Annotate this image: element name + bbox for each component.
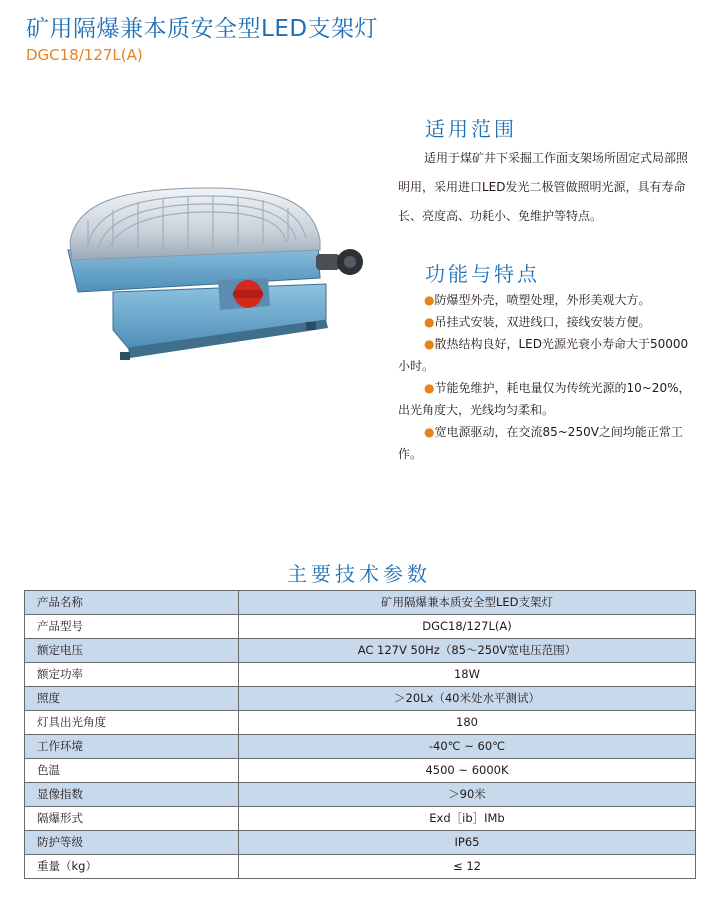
feature-item: ●散热结构良好，LED光源光衰小寿命大于50000小时。 [398,337,689,373]
param-value: -40℃ ~ 60℃ [239,735,696,759]
table-row [25,711,696,735]
param-value: ≤ 12 [239,855,696,879]
param-value: 矿用隔爆兼本质安全型LED支架灯 [239,591,696,615]
product-model: DGC18/127L(A) [26,46,143,64]
product-title: 矿用隔爆兼本质安全型LED支架灯 [26,16,379,42]
feature-item: ●吊挂式安装，双进线口，接线安装方便。 [424,315,651,329]
feature-item: ●防爆型外壳，喷塑处理，外形美观大方。 [424,293,651,307]
bullet-icon: ● [424,425,435,439]
param-value: IP65 [239,831,696,855]
table-row [25,687,696,711]
param-label: 隔爆形式 [25,807,239,831]
param-label: 额定电压 [25,639,239,663]
bullet-icon: ● [424,315,435,329]
table-row [25,807,696,831]
table-row [25,759,696,783]
table-row [25,735,696,759]
table-row [25,615,696,639]
bullet-icon: ● [424,381,435,395]
table-row [25,591,696,615]
param-value: 4500 ~ 6000K [239,759,696,783]
param-label: 照度 [25,687,239,711]
param-label: 灯具出光角度 [25,711,239,735]
param-label: 产品名称 [25,591,239,615]
param-value: 180 [239,711,696,735]
param-value: ＞90米 [239,783,696,807]
param-label: 额定功率 [25,663,239,687]
param-label: 重量（kg） [25,855,239,879]
param-value: ＞20Lx（40米处水平测试） [239,687,696,711]
param-label: 防护等级 [25,831,239,855]
table-row [25,663,696,687]
params-heading: 主要技术参数 [287,562,431,586]
param-label: 产品型号 [25,615,239,639]
features-heading: 功能与特点 [425,262,540,286]
param-value: 18W [239,663,696,687]
feature-item: ●节能免维护，耗电量仅为传统光源的10~20%，出光角度大，光线均匀柔和。 [398,381,691,417]
param-value: Exd［ib］IMb [239,807,696,831]
param-label: 工作环境 [25,735,239,759]
bullet-icon: ● [424,293,435,307]
feature-item: ●宽电源驱动，在交流85~250V之间均能正常工作。 [398,425,683,461]
bullet-icon: ● [424,337,435,351]
table-row [25,831,696,855]
specs-table [24,590,696,879]
param-label: 色温 [25,759,239,783]
features-list [398,289,698,465]
lamp-image [58,180,368,370]
table-row [25,855,696,879]
scope-heading: 适用范围 [425,117,517,141]
table-row [25,783,696,807]
scope-text: 适用于煤矿井下采掘工作面支架场所固定式局部照明用，采用进口LED发光二极管做照明光源，具有寿命长、亮度高、功耗小、免维护等特点。 [398,151,689,223]
param-label: 显像指数 [25,783,239,807]
param-value: AC 127V 50Hz（85～250V宽电压范围） [239,639,696,663]
param-value: DGC18/127L(A) [239,615,696,639]
table-row [25,639,696,663]
